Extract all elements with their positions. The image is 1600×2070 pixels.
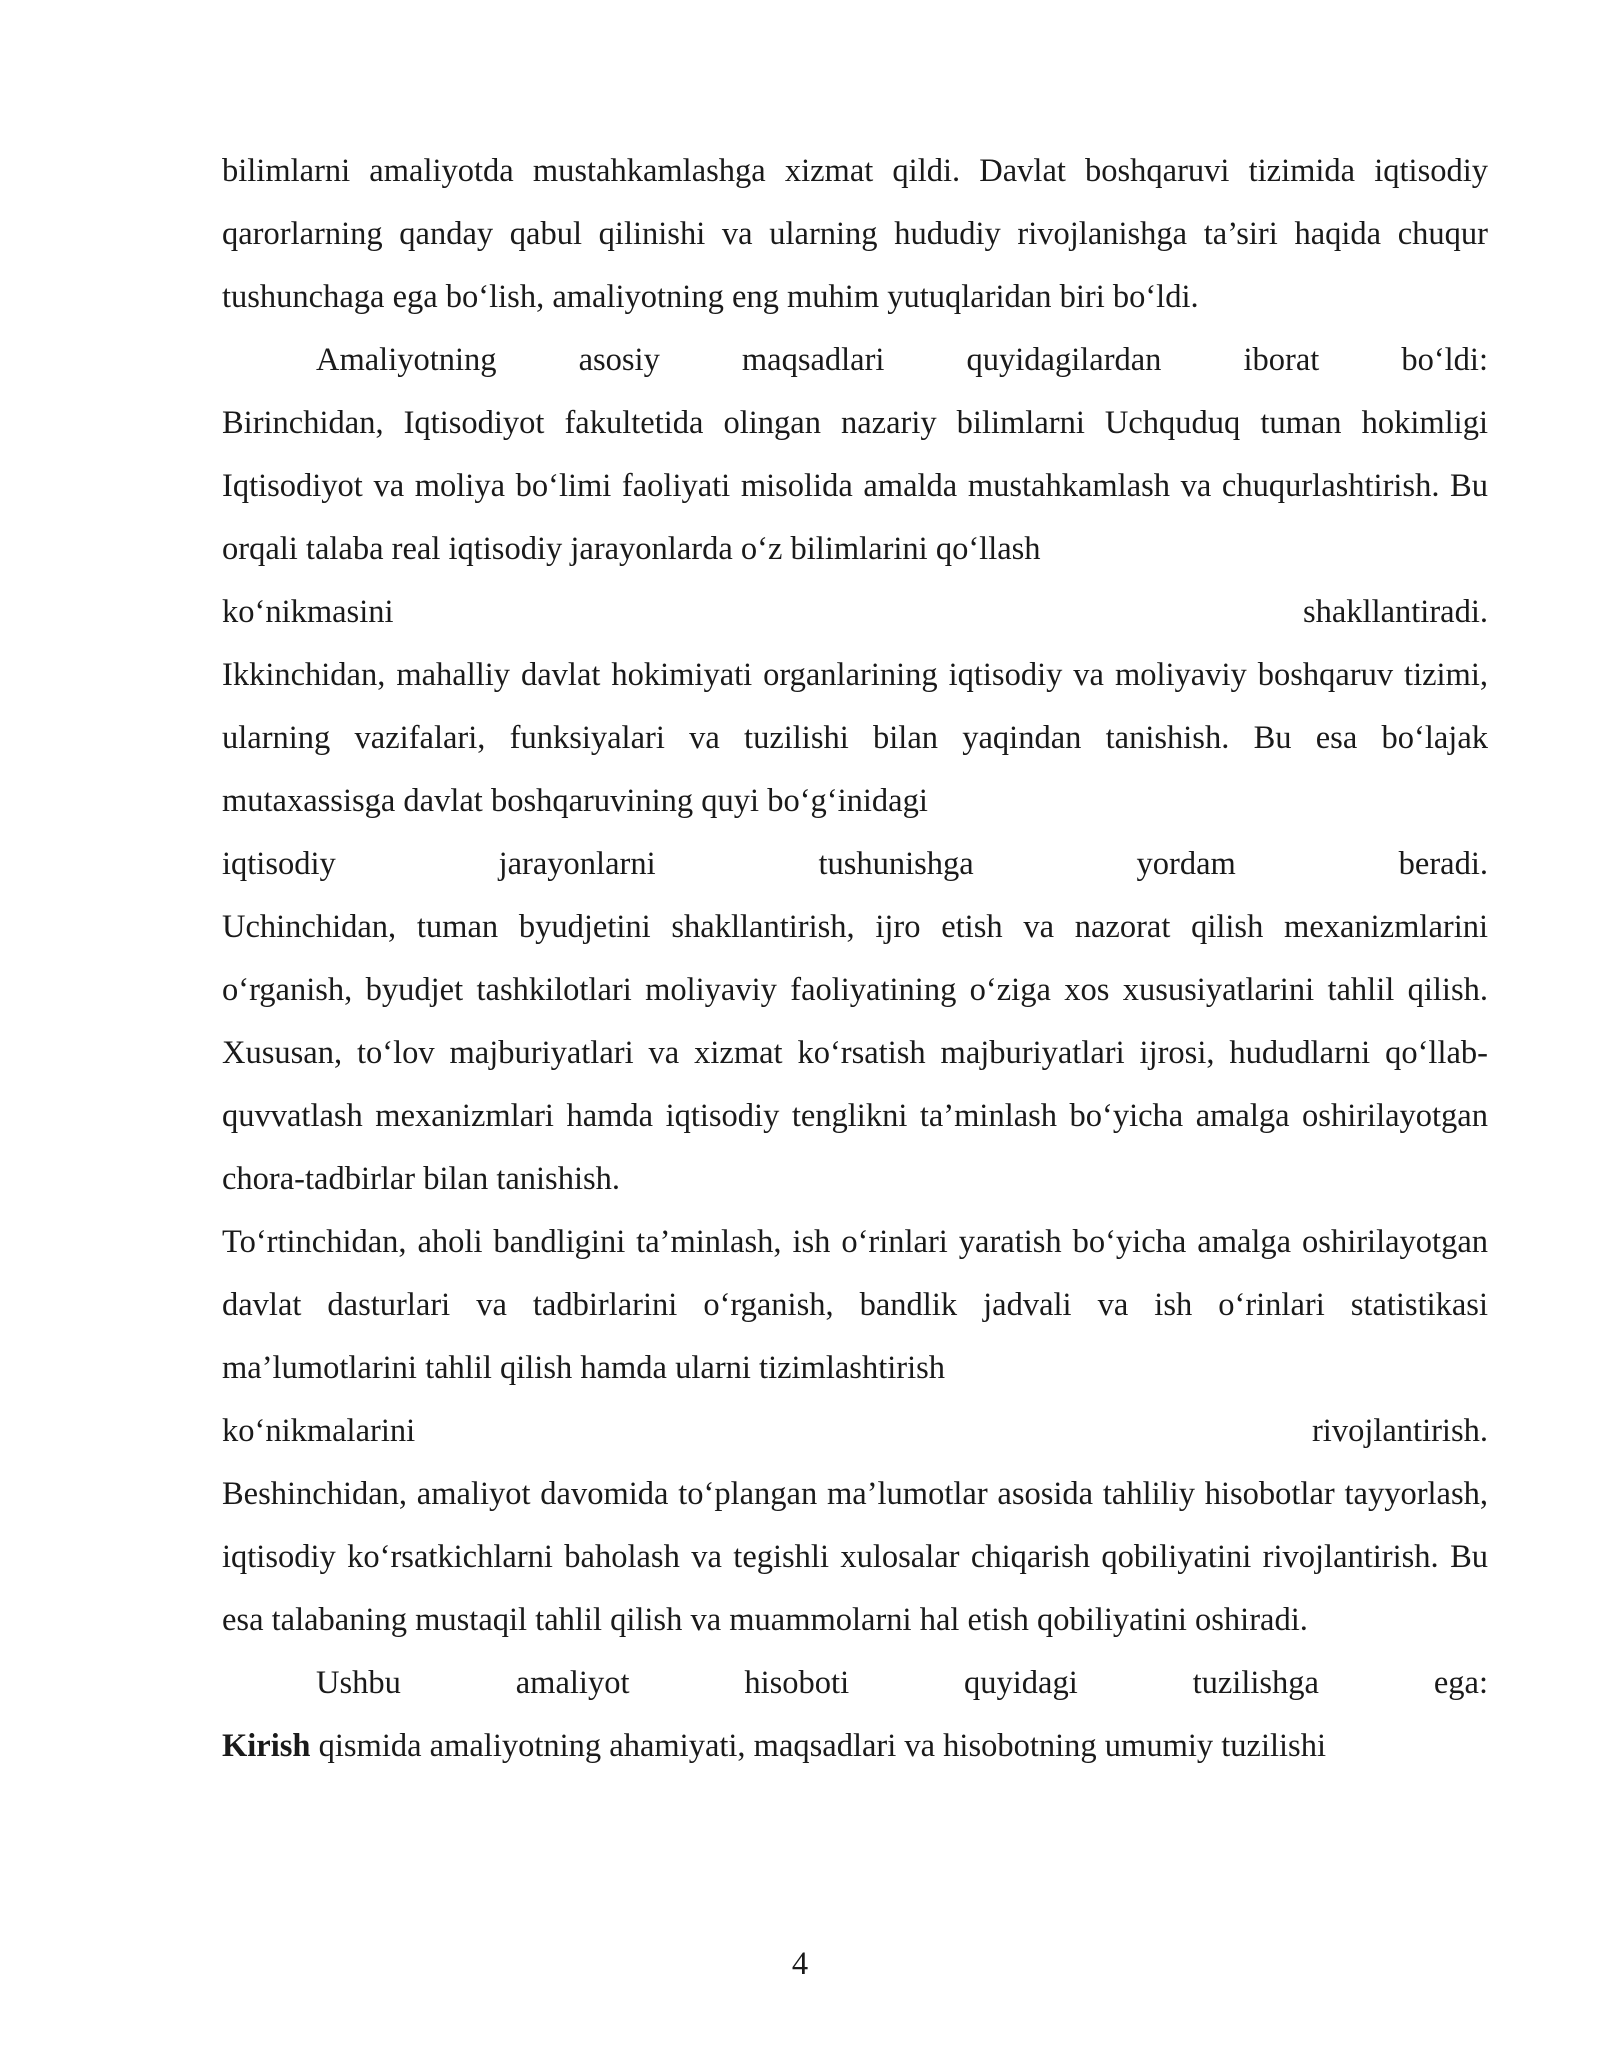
paragraph-goal-fifth: Beshinchidan, amaliyot davomida to‘plangan ma’lumotlar asosida tahliliy hisobotlar tayyorlash, iqtisodiy ko‘rsatkichlarni baholash va tegishli xulosalar chiqarish qobiliyatini rivojlantirish. Bu esa talabaning mustaqil tahlil qilish va muammolarni hal etish qobiliyatini oshiradi. (222, 1476, 1488, 1638)
text-segment: ko‘nikmalarini (222, 1413, 416, 1449)
text-segment: ko‘nikmasini (222, 594, 394, 630)
paragraph-intro: bilimlarni amaliyotda mustahkamlashga xizmat qildi. Davlat boshqaruvi tizimida iqtisodiy qarorlarning qanday qabul qilinishi va ularning hududiy rivojlanishga ta’siri haqida chuqur tushunchaga ega bo‘lish, amaliyotning eng muhim yutuqlaridan biri bo‘ldi. (222, 153, 1488, 315)
paragraph-structure-heading: Ushbu amaliyot hisoboti quyidagi tuzilishga ega: (316, 1665, 1488, 1701)
paragraph-structure-intro (222, 1715, 1488, 1778)
body-text (222, 140, 1488, 1778)
paragraph-goal-second: Ikkinchidan, mahalliy davlat hokimiyati organlarining iqtisodiy va moliyaviy boshqaruv tizimi, ularning vazifalari, funksiyalari va tuzilishi bilan yaqindan tanishish. Bu esa bo‘lajak mutaxassisga davlat boshqaruvining quyi bo‘g‘inidagi (222, 657, 1488, 819)
paragraph-goal-first: Birinchidan, Iqtisodiyot fakultetida olingan nazariy bilimlarni Uchquduq tuman hokimligi Iqtisodiyot va moliya bo‘limi faoliyati misolida amalda mustahkamlash va chuqurlashtirish. Bu orqali talaba real iqtisodiy jarayonlarda o‘z bilimlarini qo‘llash (222, 405, 1488, 567)
paragraph-goal-second-end: iqtisodiy jarayonlarni tushunishga yordam beradi. (222, 846, 1488, 882)
text-segment: qismida amaliyotning ahamiyati, maqsadlari va hisobotning umumiy tuzilishi (310, 1728, 1326, 1764)
bold-term: Kirish (222, 1728, 311, 1764)
paragraph-goal-fourth-end (222, 1400, 1488, 1463)
text-segment: shakllantiradi. (1302, 594, 1488, 630)
paragraph-goal-first-end (222, 581, 1488, 644)
paragraph-goals-heading: Amaliyotning asosiy maqsadlari quyidagilardan iborat bo‘ldi: (316, 342, 1488, 378)
paragraph-goal-fourth: To‘rtinchidan, aholi bandligini ta’minlash, ish o‘rinlari yaratish bo‘yicha amalga oshirilayotgan davlat dasturlari va tadbirlarini o‘rganish, bandlik jadvali va ish o‘rinlari statistikasi ma’lumotlarini tahlil qilish hamda ularni tizimlashtirish (222, 1224, 1488, 1386)
text-segment: rivojlantirish. (1311, 1413, 1488, 1449)
page-number: 4 (791, 1946, 809, 1982)
paragraph-goal-third: Uchinchidan, tuman byudjetini shakllantirish, ijro etish va nazorat qilish mexanizmlarini o‘rganish, byudjet tashkilotlari moliyaviy faoliyatining o‘ziga xos xususiyatlarini tahlil qilish. Xususan, to‘lov majburiyatlari va xizmat ko‘rsatish majburiyatlari ijrosi, hududlarni qo‘llab-quvvatlash mexanizmlari hamda iqtisodiy tenglikni ta’minlash bo‘yicha amalga oshirilayotgan chora-tadbirlar bilan tanishish. (222, 909, 1488, 1197)
